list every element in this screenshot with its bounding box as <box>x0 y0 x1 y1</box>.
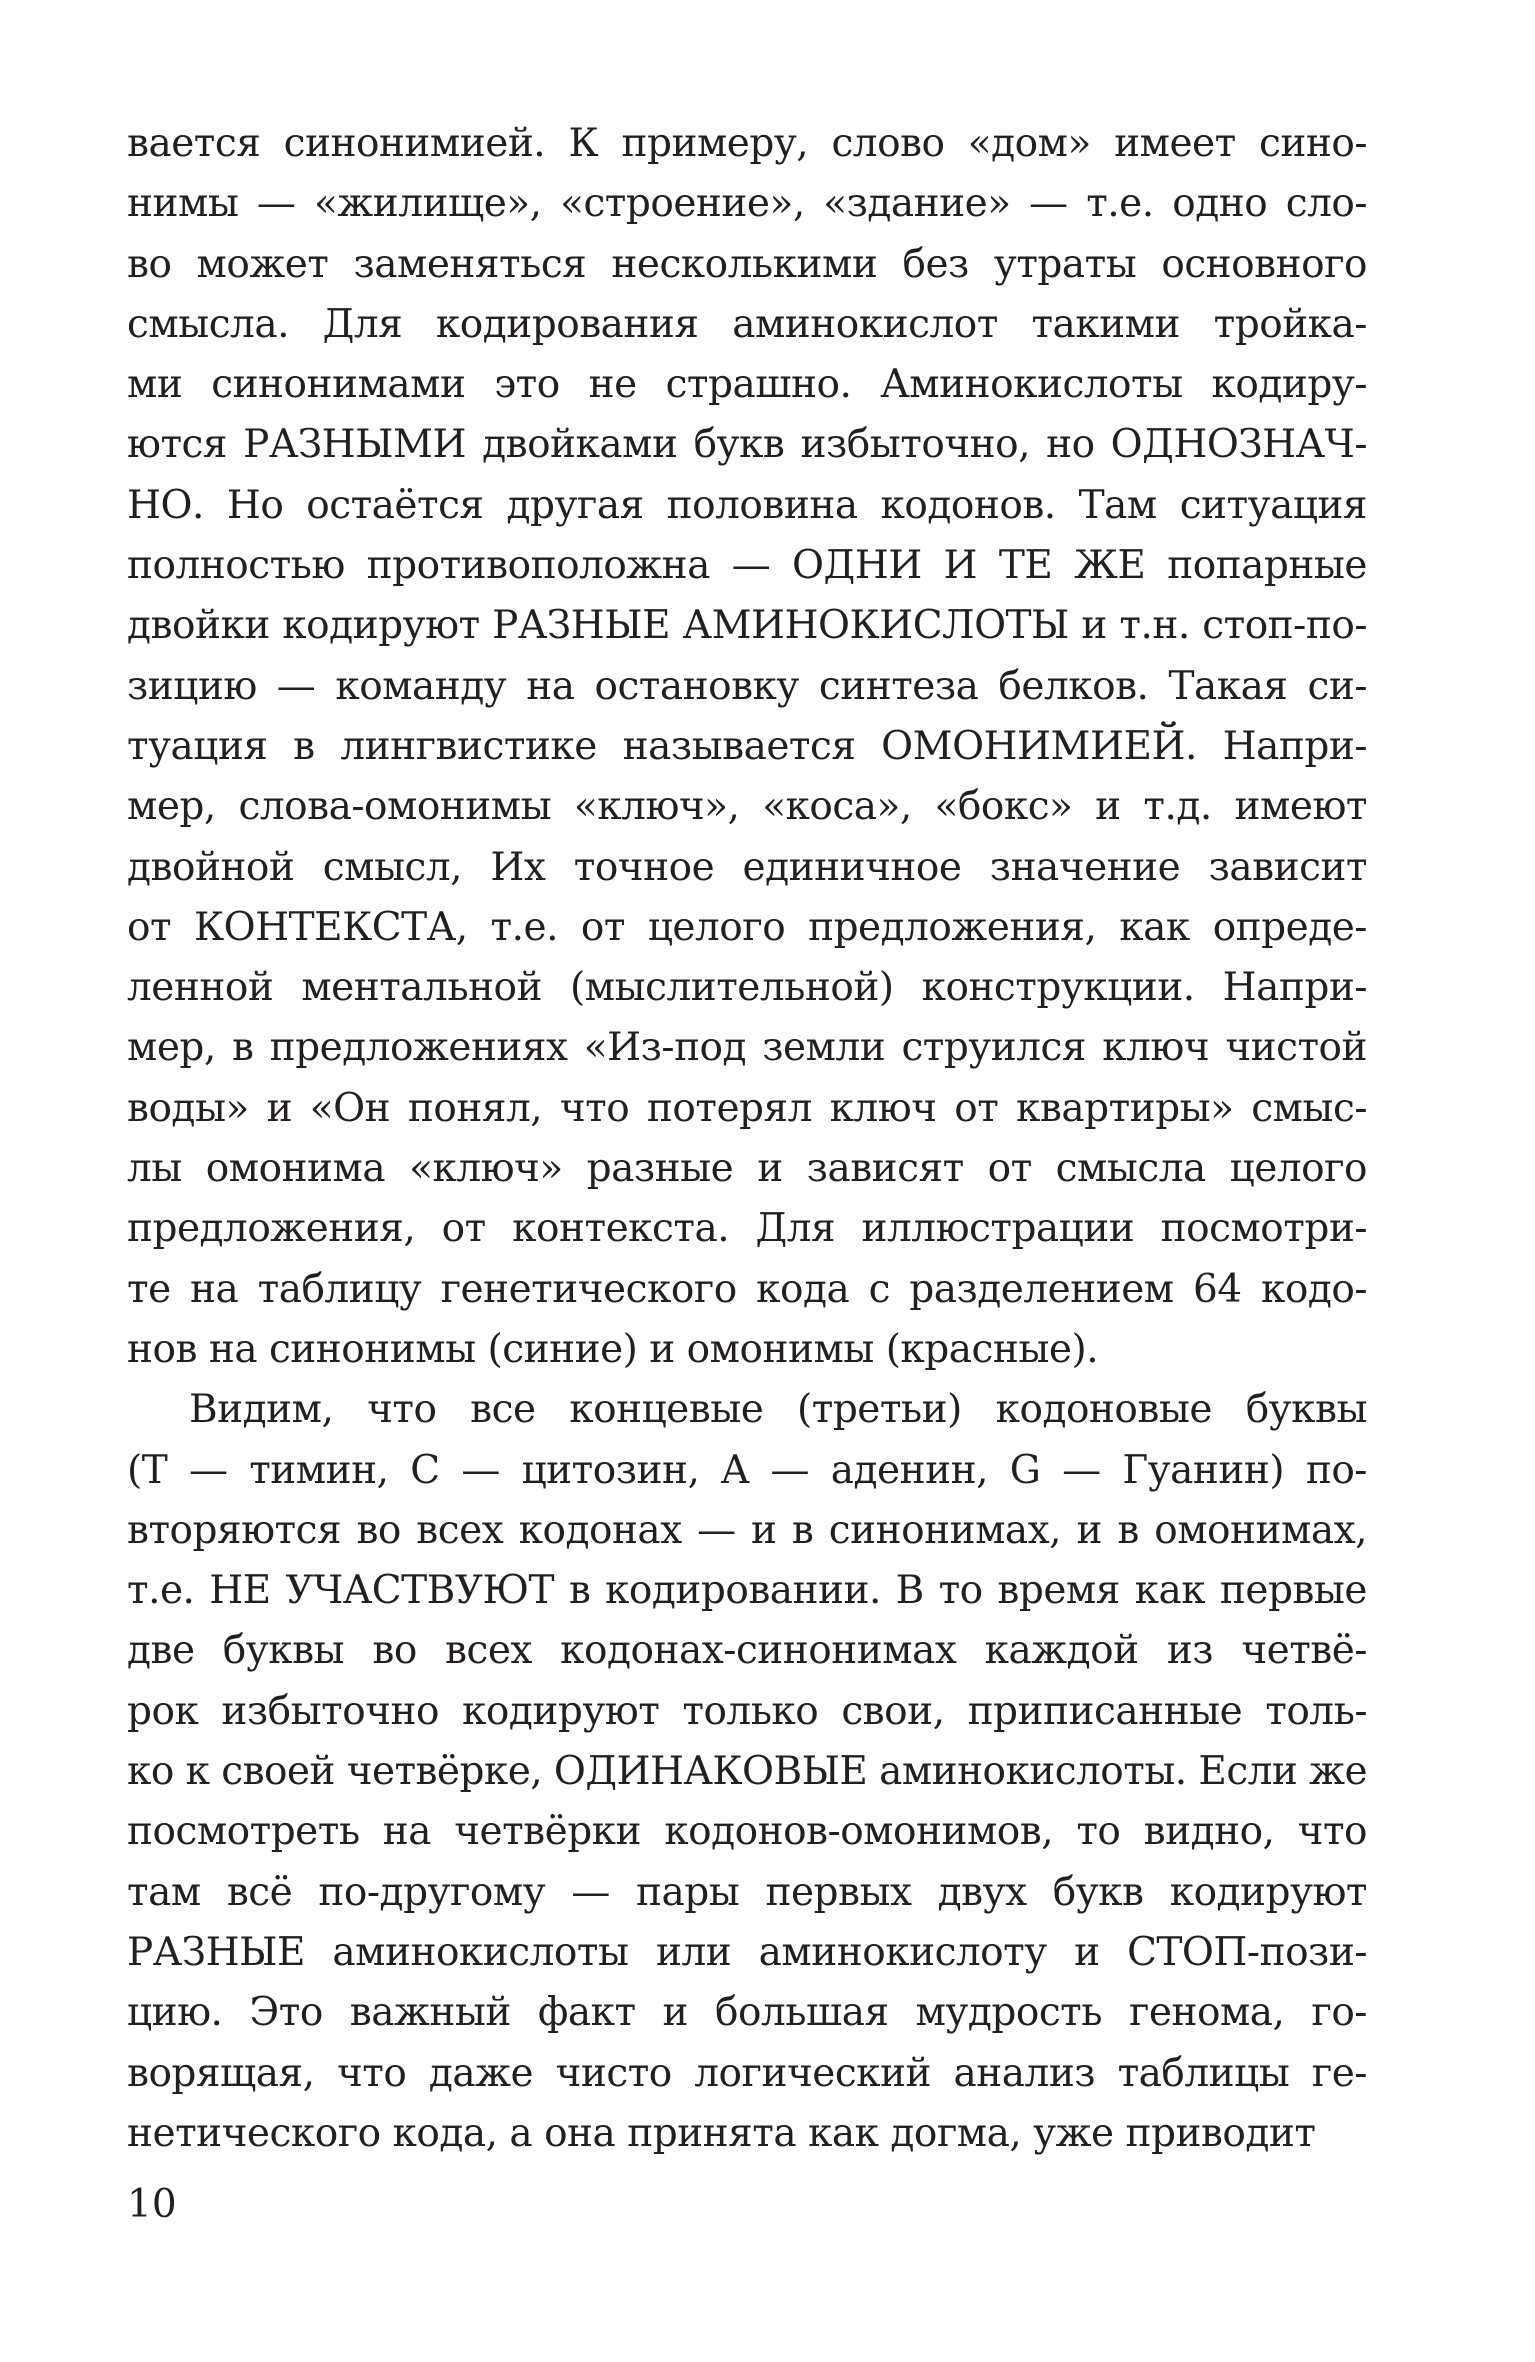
text-line: НО. Но остаётся другая половина кодонов. Там ситуация <box>127 482 1367 528</box>
text-line: две буквы во всех кодонах-синонимах каждой из четвё- <box>127 1628 1367 1674</box>
text-line: т.е. НЕ УЧАСТВУЮТ в кодировании. В то время как первые <box>127 1568 1367 1614</box>
text-line: нетического кода, а она принята как догма, уже приводит <box>127 2110 1316 2156</box>
text-line: мер, слова-омонимы «ключ», «коса», «бокс» и т.д. имеют <box>127 784 1367 830</box>
text-line: ются РАЗНЫМИ двойками букв избыточно, но ОДНОЗНАЧ- <box>127 422 1367 468</box>
text-line: смысла. Для кодирования аминокислот такими тройка- <box>127 301 1367 347</box>
text-line: туация в лингвистике называется ОМОНИМИЕЙ. Напри- <box>127 723 1367 769</box>
body-text <box>127 114 1367 2164</box>
text-line: лы омонима «ключ» разные и зависят от смысла целого <box>127 1146 1367 1192</box>
text-line: воды» и «Он понял, что потерял ключ от квартиры» смыс- <box>127 1085 1367 1131</box>
text-line: РАЗНЫЕ аминокислоты или аминокислоту и СТОП-пози- <box>127 1929 1367 1975</box>
text-line: от КОНТЕКСТА, т.е. от целого предложения, как опреде- <box>127 904 1367 950</box>
text-line: там всё по-другому — пары первых двух букв кодируют <box>127 1869 1367 1915</box>
text-line: ми синонимами это не страшно. Аминокислоты кодиру- <box>127 362 1367 408</box>
paragraph-2 <box>127 1380 1367 2164</box>
text-line: посмотреть на четвёрки кодонов-омонимов, то видно, что <box>127 1809 1367 1855</box>
text-line: ленной ментальной (мыслительной) конструкции. Напри- <box>127 965 1367 1011</box>
text-line: ворящая, что даже чисто логический анализ таблицы ге- <box>127 2050 1367 2096</box>
text-line: (T — тимин, C — цитозин, A — аденин, G — Гуанин) по- <box>127 1447 1367 1493</box>
text-line: рок избыточно кодируют только свои, приписанные толь- <box>127 1688 1367 1734</box>
text-line: нимы — «жилище», «строение», «здание» — т.е. одно сло- <box>127 181 1367 227</box>
text-line: двойной смысл, Их точное единичное значение зависит <box>127 844 1367 890</box>
text-line: вторяются во всех кодонах — и в синонимах, и в омонимах, <box>127 1507 1367 1553</box>
text-line: зицию — команду на остановку синтеза белков. Такая си- <box>127 663 1367 709</box>
text-line: нов на синонимы (синие) и омонимы (красные). <box>127 1326 1099 1372</box>
text-line: те на таблицу генетического кода с разделением 64 кодо- <box>127 1266 1367 1312</box>
text-line: полностью противоположна — ОДНИ И ТЕ ЖЕ попарные <box>127 543 1367 589</box>
text-line: ко к своей четвёрке, ОДИНАКОВЫЕ аминокислоты. Если же <box>127 1749 1367 1795</box>
text-line: Видим, что все концевые (третьи) кодоновые буквы <box>189 1387 1367 1433</box>
text-line: во может заменяться несколькими без утраты основного <box>127 241 1367 287</box>
paragraph-1 <box>127 114 1367 1380</box>
text-line: мер, в предложениях «Из-под земли струился ключ чистой <box>127 1025 1367 1071</box>
page-number: 10 <box>127 2182 177 2227</box>
text-line: предложения, от контекста. Для иллюстрации посмотри- <box>127 1206 1367 1252</box>
text-line: цию. Это важный факт и большая мудрость генома, го- <box>127 1990 1367 2036</box>
text-line: двойки кодируют РАЗНЫЕ АМИНОКИСЛОТЫ и т.н. стоп-по- <box>127 603 1367 649</box>
text-line: вается синонимией. К примеру, слово «дом» имеет сино- <box>127 121 1367 166</box>
